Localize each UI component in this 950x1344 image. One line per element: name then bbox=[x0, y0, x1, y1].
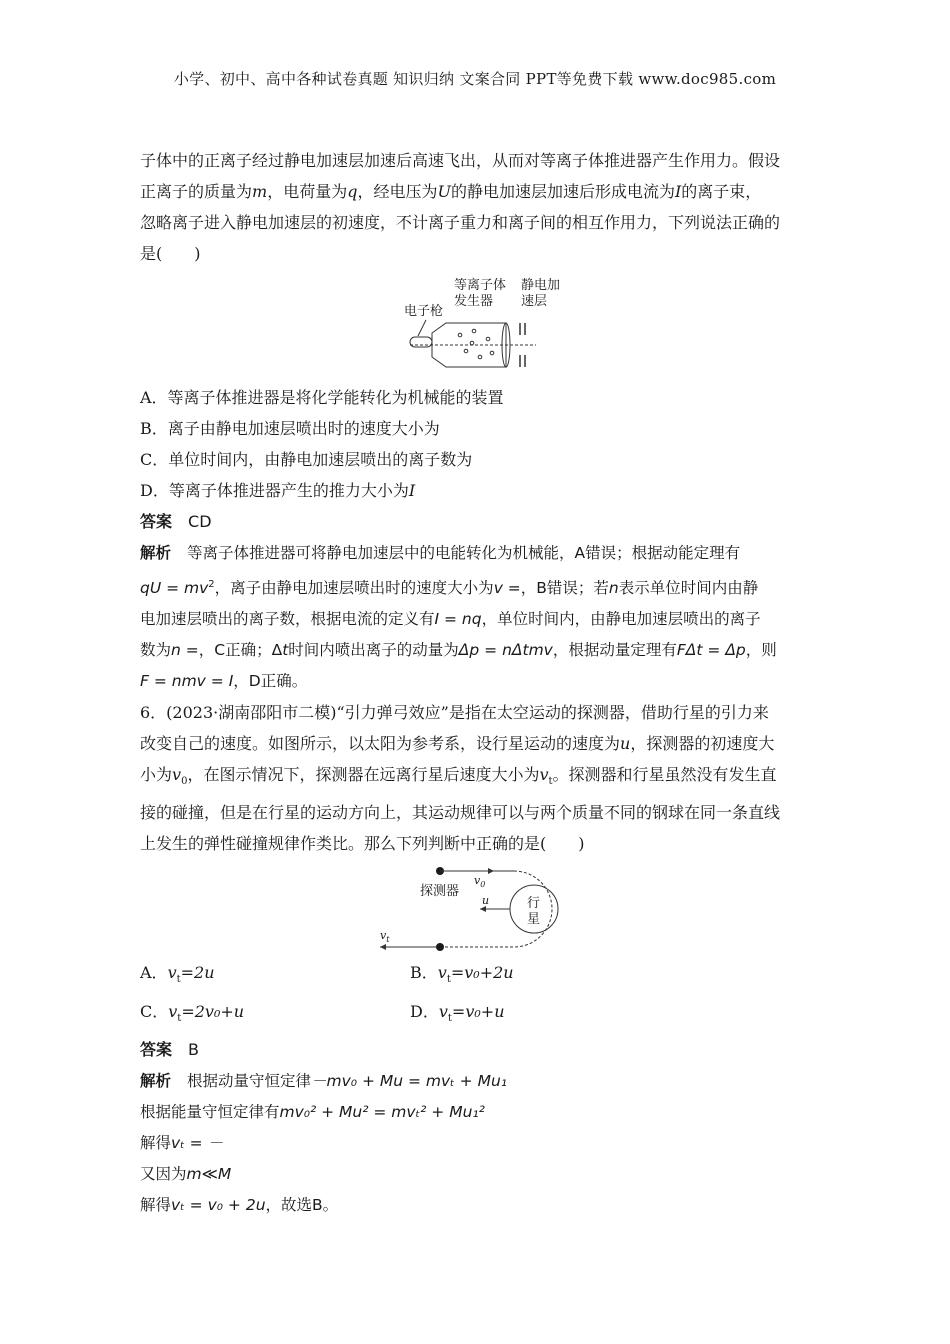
q6-option-b: B．$v_t=v_0+2u$ bbox=[410, 963, 514, 986]
gravity-slingshot-diagram bbox=[376, 863, 576, 953]
q6-stem-line3: 小为$v_0$，在图示情况下，探测器在远离行星后速度大小为$v_t$。探测器和行星虽然没有发生直 bbox=[140, 765, 777, 788]
figure-vt-label: $v_t$ bbox=[380, 929, 390, 945]
q5-analysis-line3: 电加速层喷出的离子数，根据电流的定义有I = nq，单位时间内，由静电加速层喷出的离子 bbox=[140, 610, 761, 629]
q5-stem-line3: 忽略离子进入静电加速层的初速度，不计离子重力和离子间的相互作用力，下列说法正确的 bbox=[140, 213, 781, 232]
q5-option-a: A．等离子体推进器是将化学能转化为机械能的装置 bbox=[140, 388, 504, 407]
figure-planet-label-1: 行 bbox=[527, 896, 541, 912]
q6-analysis-line1: 解析 根据动量守恒定律－mv₀ + Mu = mvₜ + Mu₁ bbox=[140, 1071, 507, 1090]
q5-option-c: C．单位时间内，由静电加速层喷出的离子数为 bbox=[140, 450, 473, 469]
q5-analysis-line4: 数为n =，C正确；Δt时间内喷出离子的动量为Δp = nΔtmv，根据动量定理有FΔt = Δp，则 bbox=[140, 641, 777, 660]
q5-analysis-line2: qU = $mv^2$，离子由静电加速层喷出时的速度大小为v =，B错误；若n表示单位时间内由静 bbox=[140, 579, 759, 598]
q6-answer: 答案 B bbox=[140, 1039, 199, 1059]
q6-analysis-line3: 解得vₜ = － bbox=[140, 1133, 224, 1152]
figure-label-accelerator-2: 速层 bbox=[521, 294, 548, 309]
q6-stem-line2: 改变自己的速度。如图所示，以太阳为参考系，设行星运动的速度为u，探测器的初速度大 bbox=[140, 734, 775, 754]
figure-label-generator-1: 等离子体 bbox=[454, 278, 507, 293]
probe-end-dot bbox=[436, 943, 444, 951]
q5-option-d: D．等离子体推进器产生的推力大小为I bbox=[140, 481, 416, 500]
q5-stem-line1: 子体中的正离子经过静电加速层加速后高速飞出，从而对等离子体推进器产生作用力。假设 bbox=[140, 151, 781, 170]
figure-u-label: u bbox=[482, 894, 490, 908]
q6-stem-line4: 接的碰撞，但是在行星的运动方向上，其运动规律可以与两个质量不同的钢球在同一条直线 bbox=[140, 803, 781, 823]
figure-label-generator-2: 发生器 bbox=[454, 294, 494, 309]
q5-stem-line2: 正离子的质量为m，电荷量为q，经电压为U的静电加速层加速后形成电流为I的离子束， bbox=[140, 182, 762, 201]
figure-probe-label: 探测器 bbox=[420, 884, 460, 900]
q6-analysis-line2: 根据能量守恒定律有mv₀² + Mu² = mvₜ² + Mu₁² bbox=[140, 1102, 485, 1121]
page-header: 小学、初中、高中各种试卷真题 知识归纳 文案合同 PPT等免费下载 www.doc985.com bbox=[173, 70, 777, 88]
q5-answer: 答案 CD bbox=[140, 512, 212, 531]
plasma-thruster-diagram bbox=[376, 273, 576, 378]
q6-stem-line5: 上发生的弹性碰撞规律作类比。那么下列判断中正确的是( ) bbox=[140, 834, 585, 854]
q6-options-row1 bbox=[140, 957, 812, 995]
figure-label-electron-gun: 电子枪 bbox=[404, 304, 444, 319]
document-body bbox=[140, 145, 812, 1221]
q6-option-d: D．$v_t=v_0+u$ bbox=[410, 1001, 505, 1024]
q5-stem-line4: 是( ) bbox=[140, 244, 201, 263]
figure-planet-label-2: 星 bbox=[527, 912, 541, 928]
q6-stem-line1: 6．(2023·湖南邵阳市二模)“引力弹弓效应”是指在太空运动的探测器，借助行星的引力来 bbox=[140, 703, 769, 723]
q6-options-row2 bbox=[140, 996, 812, 1034]
q6-analysis-line4: 又因为m≪M bbox=[140, 1164, 232, 1183]
q6-analysis-line5: 解得vₜ = v₀ + 2u，故选B。 bbox=[140, 1195, 339, 1214]
figure-label-accelerator-1: 静电加 bbox=[521, 278, 561, 293]
q6-option-a: A．$v_t=2u$ bbox=[140, 963, 215, 986]
q6-option-c: C．$v_t=2v_0+u$ bbox=[140, 1001, 245, 1024]
q5-analysis-line1: 解析 等离子体推进器可将静电加速层中的电能转化为机械能，A错误；根据动能定理有 bbox=[140, 544, 741, 562]
q5-option-b: B．离子由静电加速层喷出时的速度大小为 bbox=[140, 419, 440, 438]
figure-v0-label: $v_0$ bbox=[474, 874, 486, 890]
q5-analysis-line5: F = nmv = I，D正确。 bbox=[140, 672, 308, 691]
